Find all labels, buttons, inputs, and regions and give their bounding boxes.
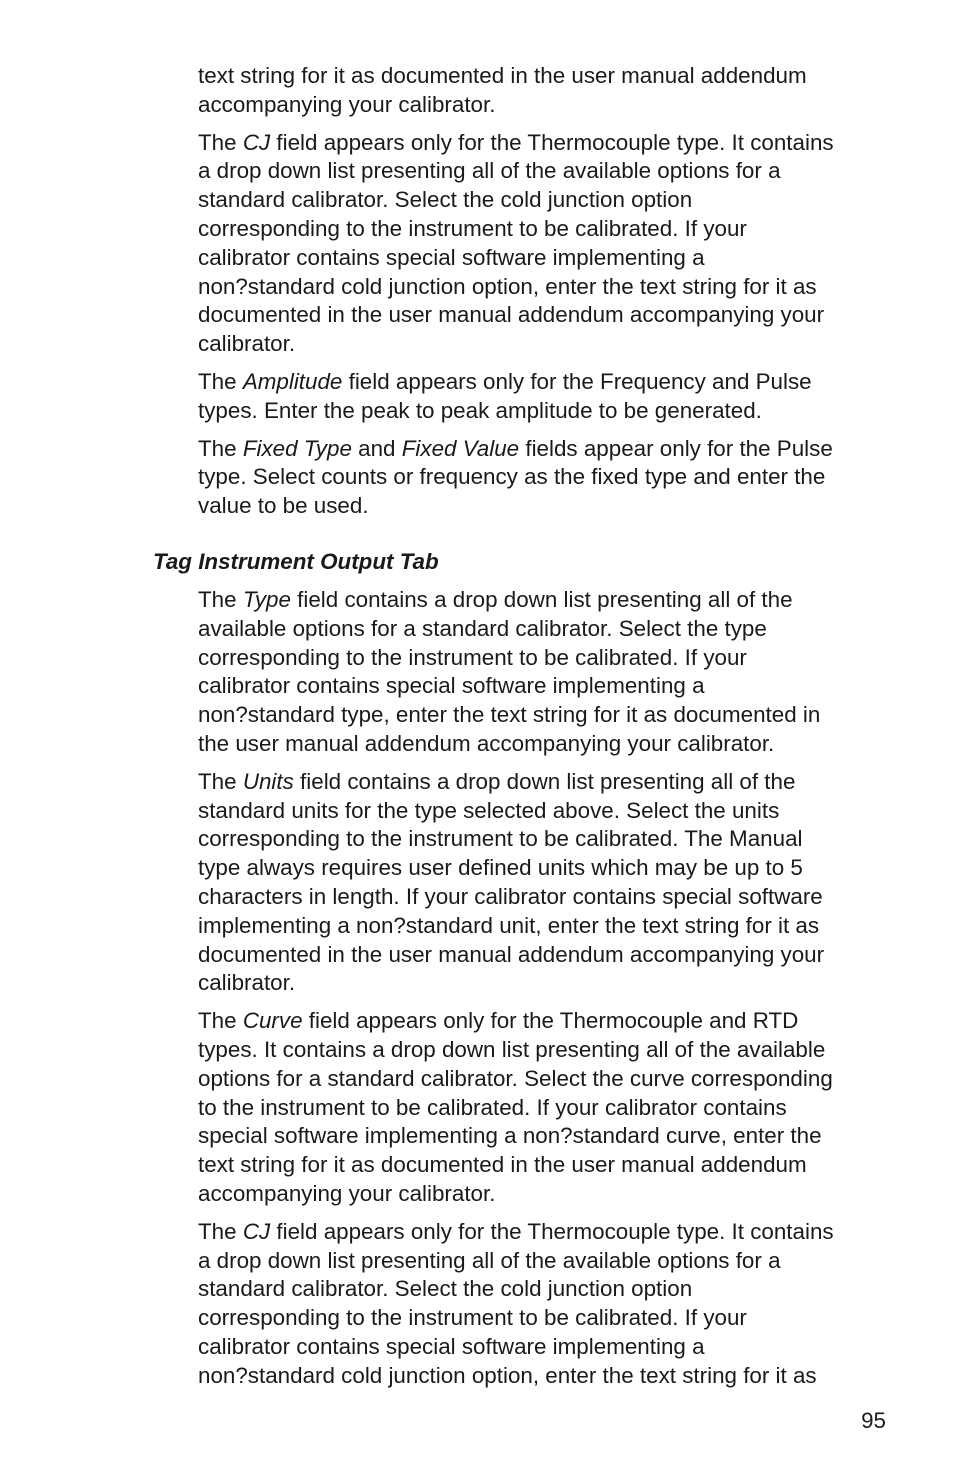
field-name-fixed-type: Fixed Type <box>242 435 352 461</box>
paragraph-cj-field: The CJ field appears only for the Thermocouple type. It contains a drop down list presenting all of the available options for a standard calibrator. Select the cold junction option corresponding to the instrument to be calibrated. If your calibrator contains special software implementing a non?standard cold junction option, enter the text string for it as documented in the user manual addendum accompanying your calibrator. <box>198 129 834 357</box>
field-name-fixed-value: Fixed Value <box>401 435 520 461</box>
body-text-bottom <box>198 586 894 1400</box>
section-heading: Tag Instrument Output Tab <box>153 549 439 574</box>
paragraph-cj-field-output: The CJ field appears only for the Thermocouple type. It contains a drop down list presenting all of the available options for a standard calibrator. Select the cold junction option corresponding to the instrument to be calibrated. If your calibrator contains special software implementing a non?standard cold junction option, enter the text string for it as <box>198 1218 834 1388</box>
field-name-cj: CJ <box>242 1218 271 1244</box>
page-number: 95 <box>861 1408 886 1433</box>
field-name-cj: CJ <box>242 129 271 155</box>
field-name-curve: Curve <box>242 1008 303 1034</box>
field-name-amplitude: Amplitude <box>242 368 343 394</box>
body-text-top <box>198 62 894 530</box>
paragraph-continued: text string for it as documented in the user manual addendum accompanying your calibrator. <box>198 63 807 117</box>
paragraph-fixed-type-field: The Fixed Type and Fixed Value fields appear only for the Pulse type. Select counts or frequency as the fixed type and enter the value to be used. <box>198 435 833 519</box>
paragraph-amplitude-field: The Amplitude field appears only for the Frequency and Pulse types. Enter the peak to peak amplitude to be generated. <box>198 368 812 423</box>
paragraph-curve-field: The Curve field appears only for the Thermocouple and RTD types. It contains a drop down list presenting all of the available options for a standard calibrator. Select the curve corresponding to the instrument to be calibrated. If your calibrator contains special software implementing a non?standard curve, enter the text string for it as documented in the user manual addendum accompanying your calibrator. <box>198 1008 833 1206</box>
paragraph-units-field: The Units field contains a drop down list presenting all of the standard units for the type selected above. Select the units corresponding to the instrument to be calibrated. The Manual type always requires user defined units which may be up to 5 characters in length. If your calibrator contains special software implementing a non?standard unit, enter the text string for it as documented in the user manual addendum accompanying your calibrator. <box>198 768 825 996</box>
field-name-units: Units <box>242 768 294 794</box>
paragraph-type-field: The Type field contains a drop down list presenting all of the available options for a standard calibrator. Select the type corresponding to the instrument to be calibrated. If your calibrator contains special software implementing a non?standard type, enter the text string for it as documented in the user manual addendum accompanying your calibrator. <box>198 587 821 756</box>
field-name-type: Type <box>242 587 291 612</box>
